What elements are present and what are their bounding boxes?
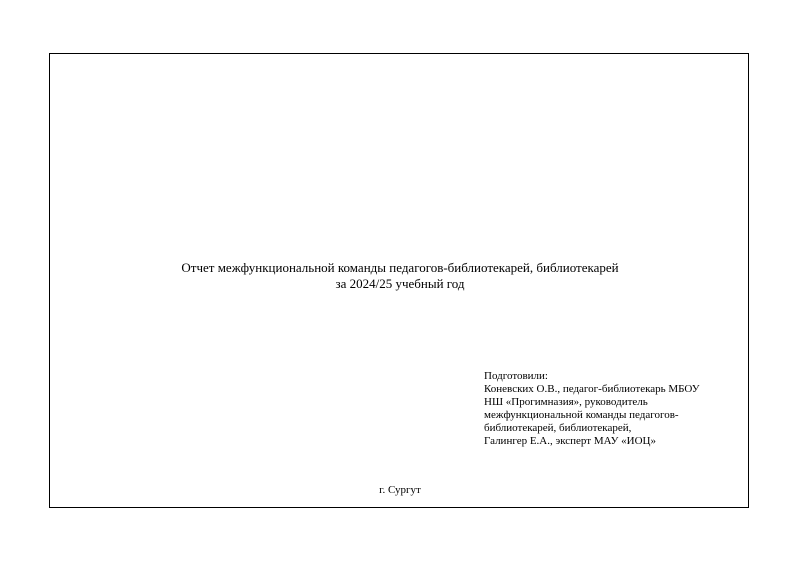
report-title-line-2: за 2024/25 учебный год bbox=[335, 276, 465, 291]
report-title bbox=[0, 260, 800, 292]
authors-heading: Подготовили: bbox=[484, 370, 548, 382]
authors-line-4: библиотекарей, библиотекарей, bbox=[484, 422, 632, 434]
authors-line-3: межфункциональной команды педагогов- bbox=[484, 409, 679, 421]
city-label: г. Сургут bbox=[379, 484, 421, 496]
authors-line-2: НШ «Прогимназия», руководитель bbox=[484, 396, 648, 408]
authors-block bbox=[484, 370, 734, 448]
authors-line-1: Коневских О.В., педагог-библиотекарь МБОУ bbox=[484, 383, 700, 395]
authors-line-5: Галингер Е.А., эксперт МАУ «ИОЦ» bbox=[484, 435, 656, 447]
report-title-line-1: Отчет межфункциональной команды педагогов-библиотекарей, библиотекарей bbox=[181, 260, 619, 275]
